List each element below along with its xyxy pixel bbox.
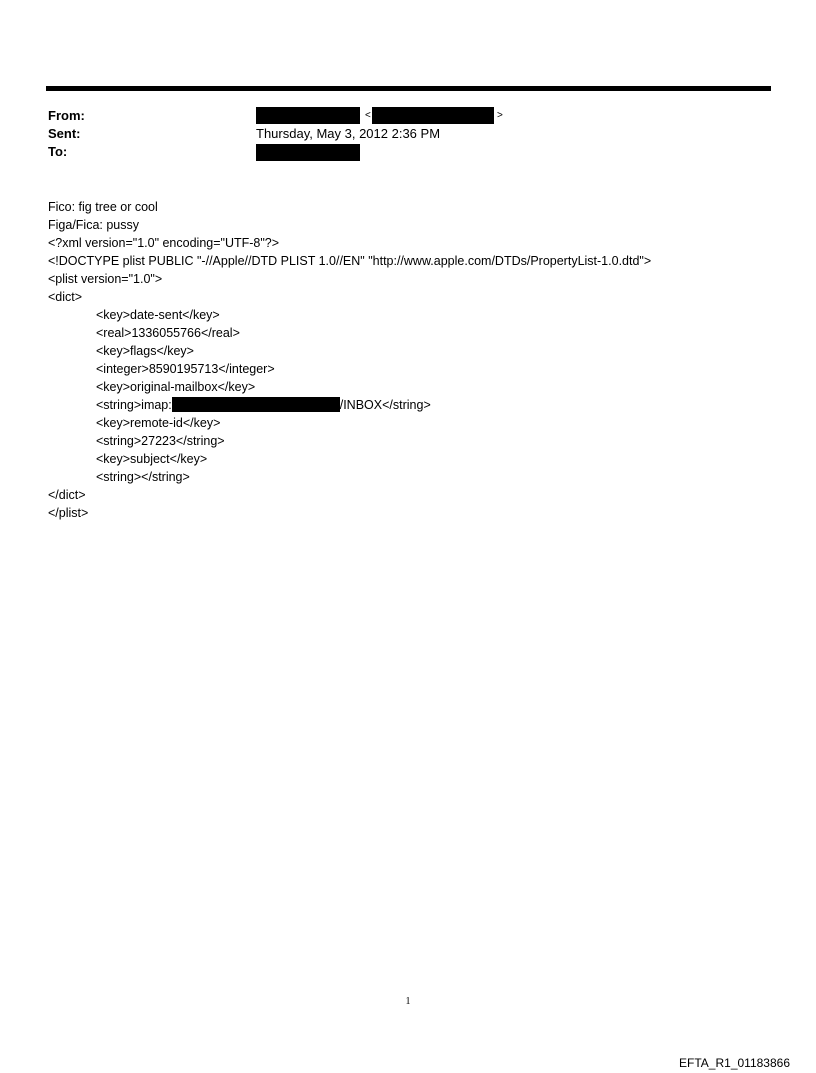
imap-line [48,396,651,414]
from-email-close-bracket: > [497,110,503,121]
mailbox-redaction [172,397,340,412]
dict-line: <real>1336055766</real> [96,326,240,340]
body-line: <!DOCTYPE plist PUBLIC "-//Apple//DTD PLIST 1.0//EN" "http://www.apple.com/DTDs/PropertyList-1.0.dtd"> [48,254,652,268]
message-body [48,198,651,522]
body-line: <?xml version="1.0" encoding="UTF-8"?> [48,236,280,250]
body-line: Fico: fig tree or cool [48,200,158,214]
dict-line: <key>original-mailbox</key> [96,380,256,394]
body-line: <dict> [48,290,83,304]
to-redaction [256,144,360,161]
document-id: EFTA_R1_01183866 [679,1056,790,1070]
header-rule [46,86,771,91]
dict-line: <string>27223</string> [96,434,225,448]
imap-prefix: <string>imap: [96,398,172,412]
body-line: Figa/Fica: pussy [48,218,140,232]
closing-line: </dict> [48,488,86,502]
dict-line: <key>flags</key> [96,344,194,358]
from-label: From: [48,108,85,123]
sent-value: Thursday, May 3, 2012 2:36 PM [256,126,441,141]
dict-line: <integer>8590195713</integer> [96,362,275,376]
to-label: To: [48,144,68,159]
body-line: <plist version="1.0"> [48,272,163,286]
from-email-open-bracket: < [365,110,371,121]
closing-line: </plist> [48,506,89,520]
dict-line: <string></string> [96,470,190,484]
dict-line: <key>subject</key> [96,452,208,466]
from-name-redaction [256,107,360,124]
dict-line: <key>remote-id</key> [96,416,221,430]
sent-label: Sent: [48,126,81,141]
from-email-redaction [372,107,494,124]
dict-line: <key>date-sent</key> [96,308,220,322]
imap-suffix: /INBOX</string> [339,398,431,412]
page-number: 1 [405,996,411,1007]
